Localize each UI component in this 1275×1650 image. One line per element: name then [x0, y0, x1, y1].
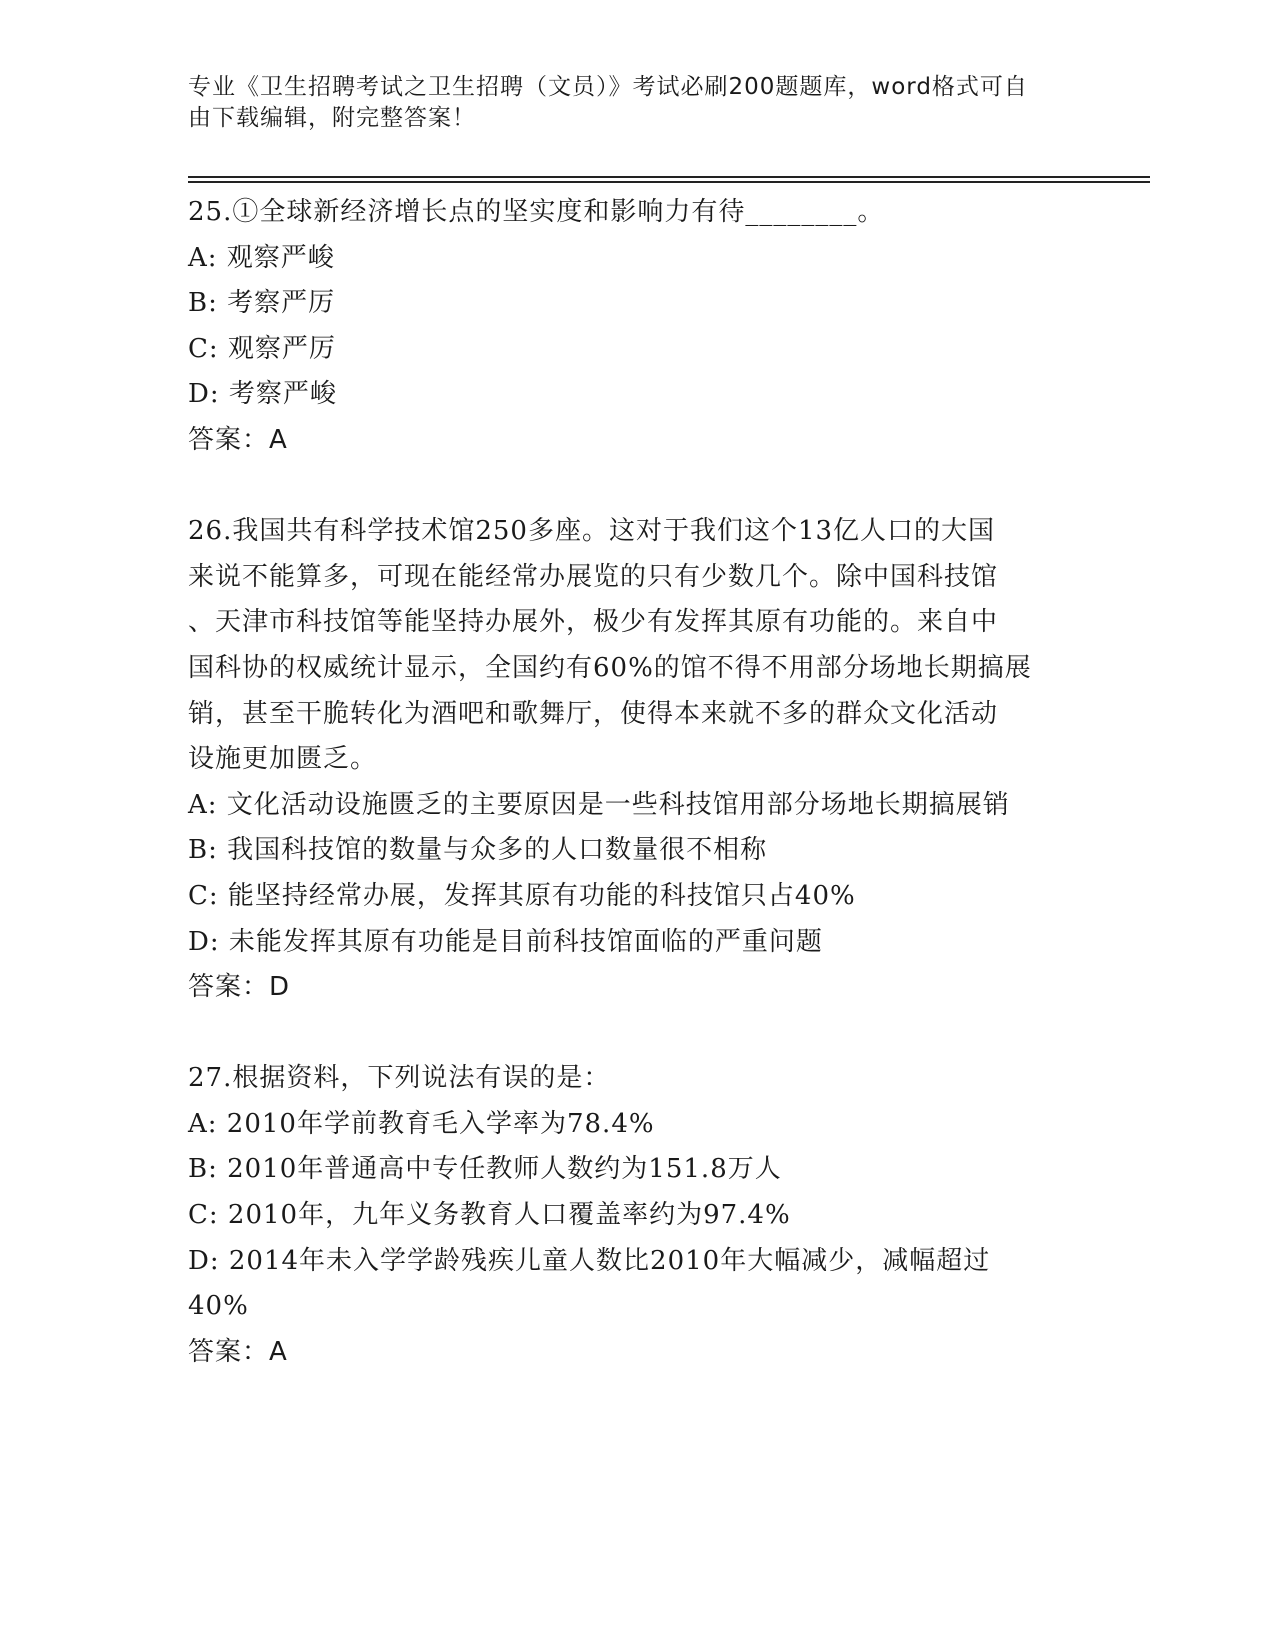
- option-d: D: 2014年未入学学龄残疾儿童人数比2010年大幅减少，减幅超过: [188, 1245, 991, 1276]
- header-line: 专业《卫生招聘考试之卫生招聘（文员）》考试必刷200题题库，word格式可自: [188, 74, 1028, 100]
- question-block: [188, 1056, 1088, 1375]
- option-b: B: 考察严厉: [188, 288, 336, 319]
- question-block: [188, 190, 1088, 464]
- question-stem: 27.根据资料，下列说法有误的是：: [188, 1063, 611, 1094]
- header-line: 由下载编辑，附完整答案！: [188, 105, 476, 131]
- question-block: [188, 509, 1088, 1011]
- option-b: B: 2010年普通高中专任教师人数约为151.8万人: [188, 1154, 782, 1185]
- answer-line: 答案：A: [188, 1336, 288, 1367]
- header-divider: [188, 176, 1150, 178]
- option-d: D: 未能发挥其原有功能是目前科技馆面临的严重问题: [188, 926, 823, 957]
- question-stem: 26.我国共有科学技术馆250多座。这对于我们这个13亿人口的大国: [188, 516, 996, 547]
- spacer: [188, 1011, 1088, 1057]
- question-stem: 销，甚至干脆转化为酒吧和歌舞厅，使得本来就不多的群众文化活动: [188, 698, 999, 729]
- option-c: C: 2010年，九年义务教育人口覆盖率约为97.4%: [188, 1200, 791, 1231]
- answer-line: 答案：A: [188, 424, 288, 455]
- option-d-continued: 40%: [188, 1291, 249, 1322]
- option-a: A: 2010年学前教育毛入学率为78.4%: [188, 1108, 655, 1139]
- answer-line: 答案：D: [188, 972, 291, 1003]
- question-stem: 25.①全球新经济增长点的坚实度和影响力有待________。: [188, 197, 885, 227]
- option-a: A: 文化活动设施匮乏的主要原因是一些科技馆用部分场地长期搞展销: [188, 789, 1010, 820]
- question-stem: 国科协的权威统计显示，全国约有60%的馆不得不用部分场地长期搞展: [188, 652, 1032, 683]
- option-b: B: 我国科技馆的数量与众多的人口数量很不相称: [188, 835, 768, 866]
- option-c: C: 能坚持经常办展，发挥其原有功能的科技馆只占40%: [188, 880, 856, 911]
- document-header: [188, 72, 1068, 134]
- option-a: A: 观察严峻: [188, 242, 335, 273]
- option-d: D: 考察严峻: [188, 379, 337, 410]
- option-c: C: 观察严厉: [188, 333, 336, 364]
- spacer: [188, 464, 1088, 510]
- question-stem: 来说不能算多，可现在能经常办展览的只有少数几个。除中国科技馆: [188, 561, 999, 592]
- question-list: [188, 190, 1088, 1375]
- question-stem: 、天津市科技馆等能坚持办展外，极少有发挥其原有功能的。来自中: [188, 607, 999, 638]
- header-divider: [188, 181, 1150, 183]
- question-stem: 设施更加匮乏。: [188, 744, 378, 775]
